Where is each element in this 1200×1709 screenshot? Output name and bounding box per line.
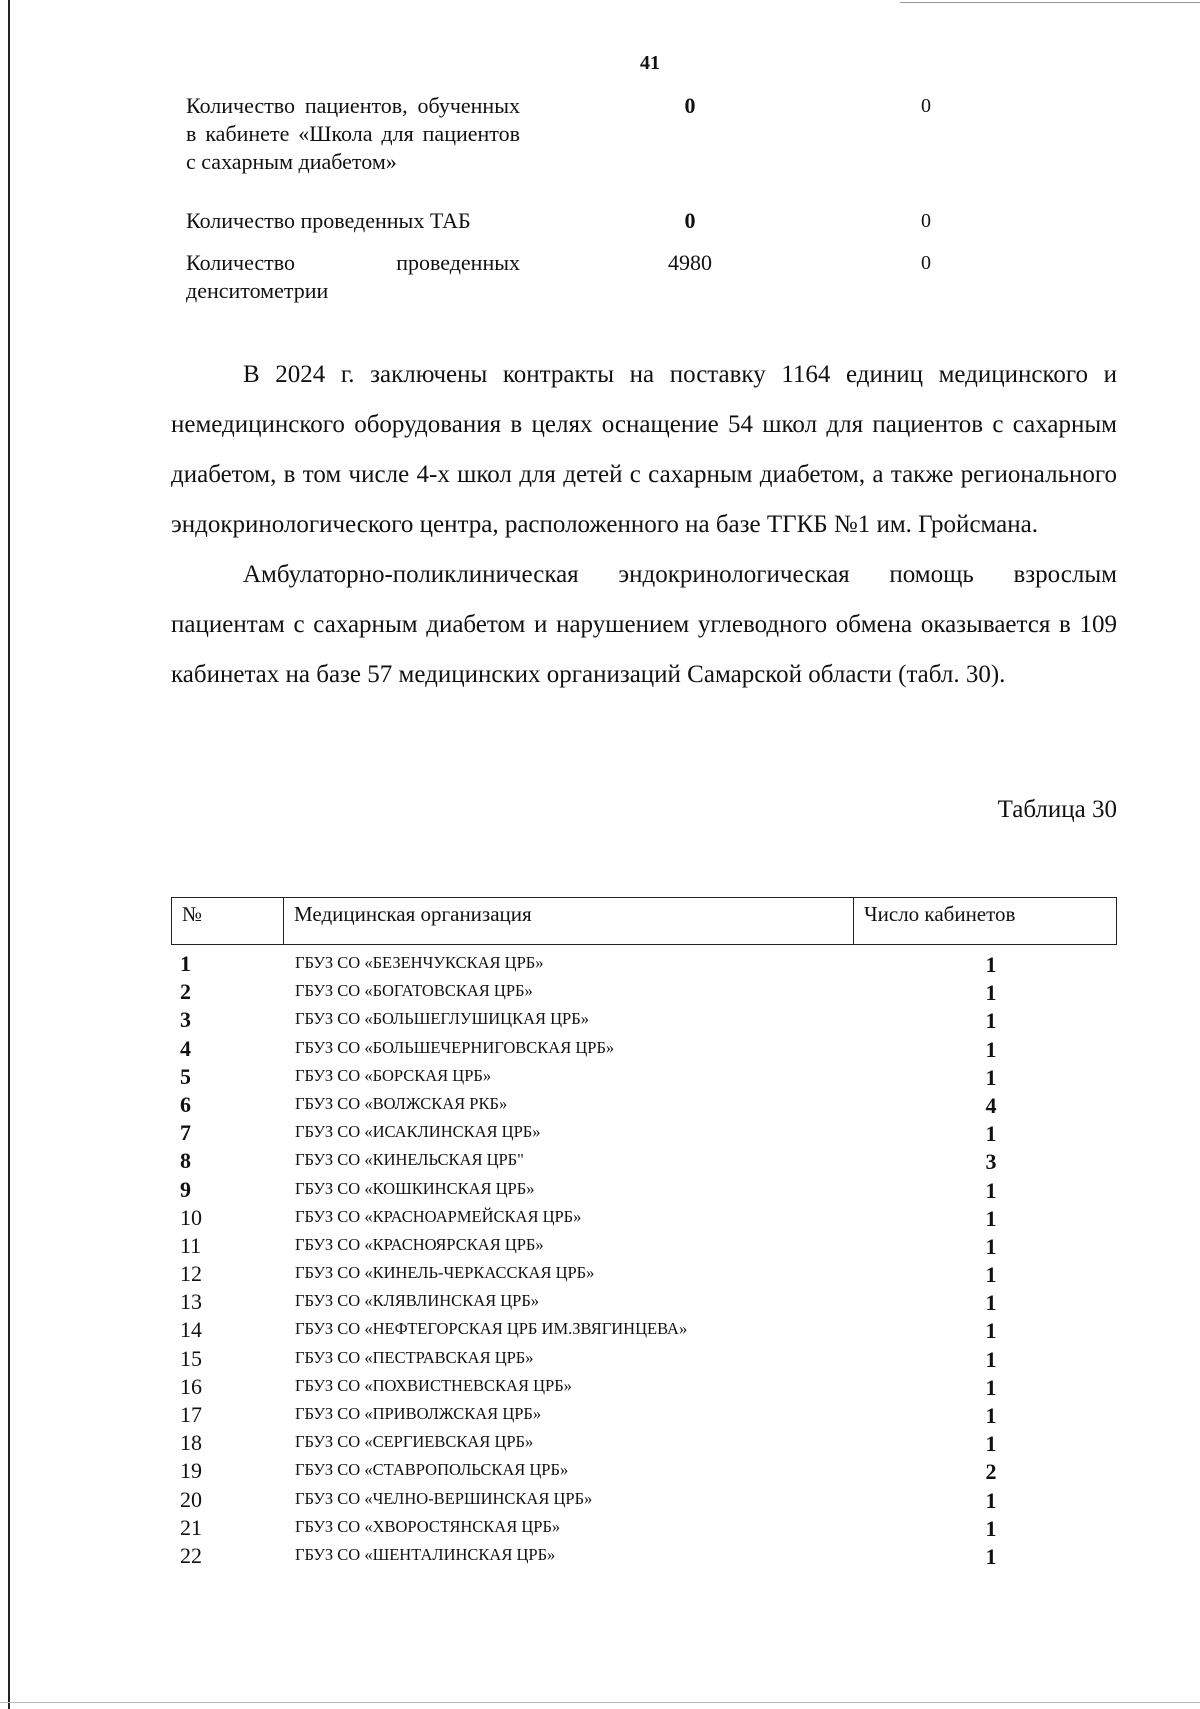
table-row [171,1429,1115,1457]
table-body [171,950,1115,1570]
row-organization: ГБУЗ СО «БОГАТОВСКАЯ ЦРБ» [295,981,533,1001]
row-organization: ГБУЗ СО «КИНЕЛЬ-ЧЕРКАССКАЯ ЦРБ» [295,1263,595,1283]
row-number: 14 [180,1317,202,1343]
top-row-value2: 0 [921,252,931,274]
table-row [171,1514,1115,1542]
row-count: 4 [985,1092,997,1118]
row-count: 1 [985,1290,997,1316]
row-number: 18 [180,1430,202,1456]
row-count: 1 [985,1036,997,1062]
row-organization: ГБУЗ СО «ПОХВИСТНЕВСКАЯ ЦРБ» [295,1375,572,1395]
row-number: 1 [180,951,191,976]
row-count: 1 [985,1515,997,1541]
row-number: 15 [180,1345,202,1371]
row-number: 9 [180,1176,191,1202]
top-row-value1: 4980 [668,250,712,275]
table-row [171,1063,1115,1091]
table-row [171,1119,1115,1147]
table-row [171,1260,1115,1288]
table-row [171,1147,1115,1175]
row-organization: ГБУЗ СО «КРАСНОЯРСКАЯ ЦРБ» [295,1234,544,1254]
scan-edge-top [900,2,1200,3]
row-count: 1 [985,1346,997,1372]
row-organization: ГБУЗ СО «ХВОРОСТЯНСКАЯ ЦРБ» [295,1516,561,1536]
row-number: 16 [180,1373,202,1399]
row-count: 1 [985,1008,997,1034]
row-organization: ГБУЗ СО «КОШКИНСКАЯ ЦРБ» [295,1178,535,1198]
table-row [171,1316,1115,1344]
header-organization: Медицинская организация [284,898,854,944]
row-count: 1 [985,1431,997,1457]
table-row [171,1542,1115,1570]
header-number: № [172,898,284,944]
row-count: 1 [985,1374,997,1400]
table-row [171,1176,1115,1204]
row-number: 4 [180,1035,191,1061]
table-row [171,1204,1115,1232]
table-row [171,1006,1115,1034]
table-row [171,1457,1115,1485]
top-row-value1: 0 [684,93,696,118]
row-number: 7 [180,1120,191,1146]
body-text [171,350,1117,700]
row-number: 6 [180,1091,191,1117]
header-rooms-count: Число кабинетов [864,902,1016,926]
table-row [171,1035,1115,1063]
table-row [171,1091,1115,1119]
row-number: 12 [180,1261,202,1287]
row-number: 3 [180,1007,191,1033]
table-row [171,978,1115,1006]
table-header [171,897,1117,945]
row-count: 1 [985,1205,997,1231]
row-count: 1 [985,980,997,1006]
table-row [171,1373,1115,1401]
scan-edge-bottom [0,1702,1200,1703]
row-organization: ГБУЗ СО «СЕРГИЕВСКАЯ ЦРБ» [295,1432,534,1452]
paragraph: В 2024 г. заключены контракты на поставку 1164 единиц медицинского и немедицинского оборудования в целях оснащение 54 школ для пациентов с сахарным диабетом, в том числе 4-х школ для детей с сахарным диабетом, а также регионального эндокринологического центра, расположенного на базе ТГКБ №1 им. Гройсмана. [171,361,1117,538]
top-row-label: Количество пациентов, обученных в кабинете «Школа для пациентов с сахарным диабетом» [186,93,520,174]
row-count: 1 [985,1177,997,1203]
row-count: 1 [985,1064,997,1090]
scan-edge-left [8,0,10,1709]
top-row-value2: 0 [921,95,931,117]
row-organization: ГБУЗ СО «ИСАКЛИНСКАЯ ЦРБ» [295,1122,541,1142]
row-organization: ГБУЗ СО «КЛЯВЛИНСКАЯ ЦРБ» [295,1291,540,1311]
row-organization: ГБУЗ СО «КИНЕЛЬСКАЯ ЦРБ" [295,1150,524,1170]
row-count: 1 [985,1121,997,1147]
page-number: 41 [640,52,660,74]
table-row [171,1345,1115,1373]
row-organization: ГБУЗ СО «БОЛЬШЕГЛУШИЦКАЯ ЦРБ» [295,1009,589,1029]
table-row [171,1288,1115,1316]
row-organization: ГБУЗ СО «ПЕСТРАВСКАЯ ЦРБ» [295,1347,534,1367]
row-organization: ГБУЗ СО «БОРСКАЯ ЦРБ» [295,1065,492,1085]
row-count: 1 [985,1262,997,1288]
table-row [171,1232,1115,1260]
row-number: 13 [180,1289,202,1315]
row-organization: ГБУЗ СО «ВОЛЖСКАЯ РКБ» [295,1093,508,1113]
row-number: 5 [180,1063,191,1089]
top-row-label: Количество проведенных денситометрии [186,250,520,303]
row-number: 17 [180,1402,202,1427]
row-count: 1 [985,1543,997,1569]
row-organization: ГБУЗ СО «БЕЗЕНЧУКСКАЯ ЦРБ» [295,953,544,972]
row-organization: ГБУЗ СО «НЕФТЕГОРСКАЯ ЦРБ ИМ.ЗВЯГИНЦЕВА» [295,1319,688,1339]
row-count: 2 [985,1459,997,1485]
top-row-value1: 0 [684,208,696,233]
row-count: 1 [985,952,997,977]
row-number: 2 [180,979,191,1005]
row-number: 19 [180,1458,202,1484]
row-number: 20 [180,1486,202,1512]
row-count: 1 [985,1318,997,1344]
row-count: 1 [985,1403,997,1428]
row-organization: ГБУЗ СО «ШЕНТАЛИНСКАЯ ЦРБ» [295,1544,556,1564]
row-count: 3 [985,1149,997,1175]
row-organization: ГБУЗ СО «КРАСНОАРМЕЙСКАЯ ЦРБ» [295,1206,582,1226]
row-count: 1 [985,1233,997,1259]
top-row-value2: 0 [921,210,931,232]
table-row [171,1401,1115,1429]
row-organization: ГБУЗ СО «ЧЕЛНО-ВЕРШИНСКАЯ ЦРБ» [295,1488,593,1508]
row-number: 22 [180,1542,202,1568]
table-row [171,950,1115,978]
row-count: 1 [985,1487,997,1513]
row-organization: ГБУЗ СО «БОЛЬШЕЧЕРНИГОВСКАЯ ЦРБ» [295,1037,615,1057]
row-number: 21 [180,1514,202,1540]
table-caption: Таблица 30 [997,796,1117,823]
paragraph: Амбулаторно-поликлиническая эндокринологическая помощь взрослым пациентам с сахарным диабетом и нарушением углеводного обмена оказывается в 109 кабинетах на базе 57 медицинских организаций Самарской области (табл. 30). [171,561,1117,688]
table-row [171,1486,1115,1514]
row-number: 11 [180,1232,202,1258]
row-organization: ГБУЗ СО «ПРИВОЛЖСКАЯ ЦРБ» [295,1404,542,1423]
row-organization: ГБУЗ СО «СТАВРОПОЛЬСКАЯ ЦРБ» [295,1460,569,1480]
top-row-label: Количество проведенных ТАБ [186,208,471,233]
row-number: 10 [180,1204,202,1230]
row-number: 8 [180,1148,191,1174]
